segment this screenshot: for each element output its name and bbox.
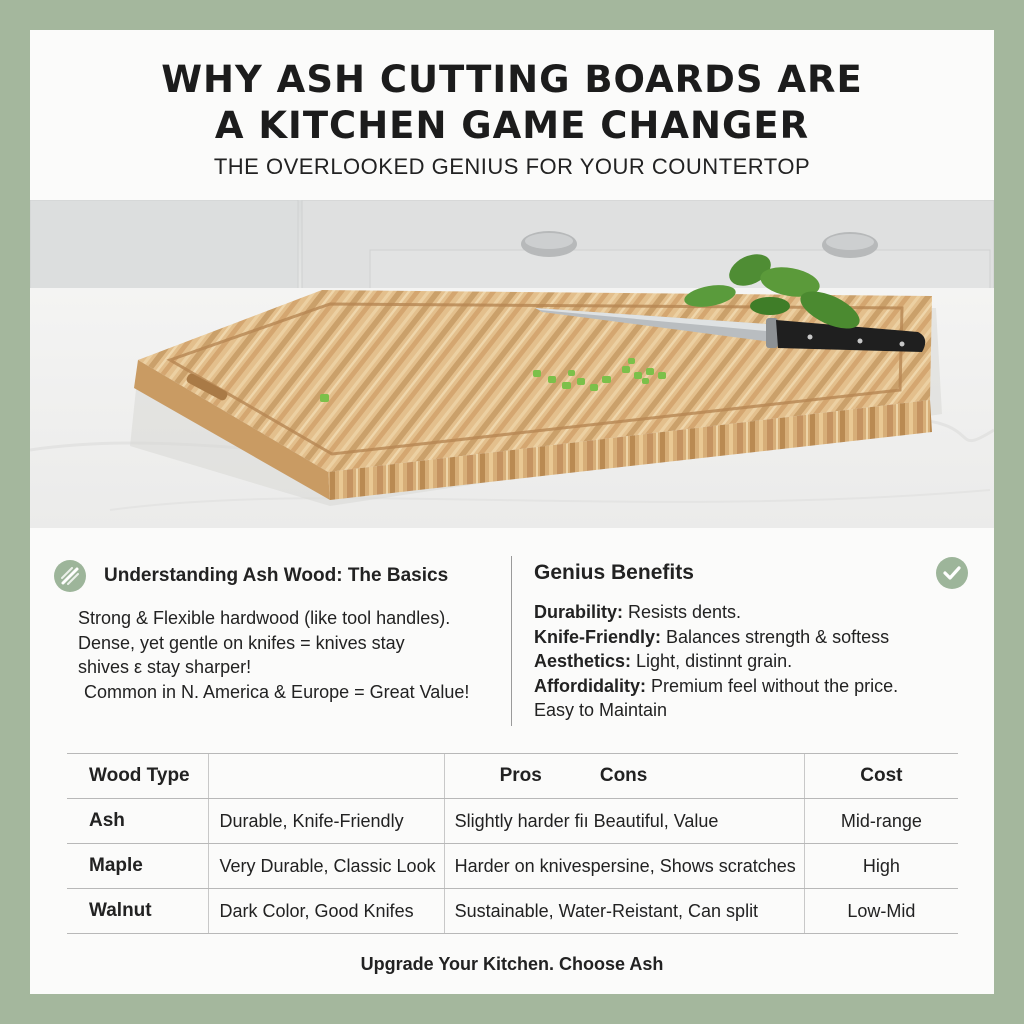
basics-heading: Understanding Ash Wood: The Basics [104,565,449,586]
cell-cost: Mid-range [804,799,958,844]
header-cost: Cost [804,754,958,799]
basics-line: Strong & Flexible hardwood (like tool handles). [78,608,451,628]
subtitle: THE OVERLOOKED GENIUS FOR YOUR COUNTERTOP [213,154,811,179]
benefit-text: Balances strength & softess [661,626,890,647]
benefit-label: Affordidality: [534,675,646,696]
benefit-item [534,625,898,650]
header-wood-type: Wood Type [67,754,209,799]
header [30,30,994,200]
comparison-table [67,753,958,934]
benefit-text: Easy to Maintain [534,700,668,720]
benefits-list [534,600,898,723]
cell-pros: Durable, Knife-Friendly [209,799,444,844]
table-row [67,799,958,844]
header-pros: Pros [499,765,542,786]
cell-pros: Very Durable, Classic Look [209,844,444,889]
cell-cons: Harder on knivespersine, Shows scratches [444,844,804,889]
benefit-text: Resists dents. [623,602,742,622]
table-row [67,844,958,889]
table-header-row [67,754,958,799]
benefit-item [534,674,898,699]
cell-wood: Walnut [67,889,209,934]
column-divider [511,556,512,726]
kitchen-scene-illustration [30,200,994,528]
cell-cons: Sustainable, Water-Reistant, Can split [444,889,804,934]
benefit-item [534,649,898,674]
benefit-text: Light, distinnt grain. [631,651,793,671]
title-line-1: WHY ASH CUTTING BOARDS ARE [161,58,863,101]
cutting-board-photo [30,200,994,528]
benefit-item [534,600,898,625]
benefit-label: Durability: [534,602,624,622]
leaf-icon [54,560,86,592]
footer-cta: Upgrade Your Kitchen. Choose Ash [360,954,664,974]
basics-line: Dense, yet gentle on knifes = knives stay [78,632,405,653]
basics-line: shives ε stay sharper! [78,657,252,677]
basics-text [78,606,469,704]
cell-wood: Ash [67,799,209,844]
benefit-label: Aesthetics: [534,651,632,671]
info-section [30,528,994,750]
benefit-text: Premium feel without the price. [646,675,899,696]
cell-pros: Dark Color, Good Knifes [209,889,444,934]
benefit-label: Knife-Friendly: [534,626,662,647]
header-pros-cons [444,754,804,799]
benefit-item [534,698,898,723]
cell-cost: Low-Mid [804,889,958,934]
header-cons: Cons [599,765,648,786]
cell-cons: Slightly harder fiı Beautiful, Value [444,799,804,844]
basics-line: Common in N. America & Europe = Great Value! [84,681,470,702]
table-row [67,889,958,934]
title-line-2: A KITCHEN GAME CHANGER [214,104,810,147]
header-blank [209,754,444,799]
benefits-heading: Genius Benefits [534,561,694,584]
infographic-card [30,30,994,994]
cell-cost: High [804,844,958,889]
check-icon [936,557,968,589]
cell-wood: Maple [67,844,209,889]
